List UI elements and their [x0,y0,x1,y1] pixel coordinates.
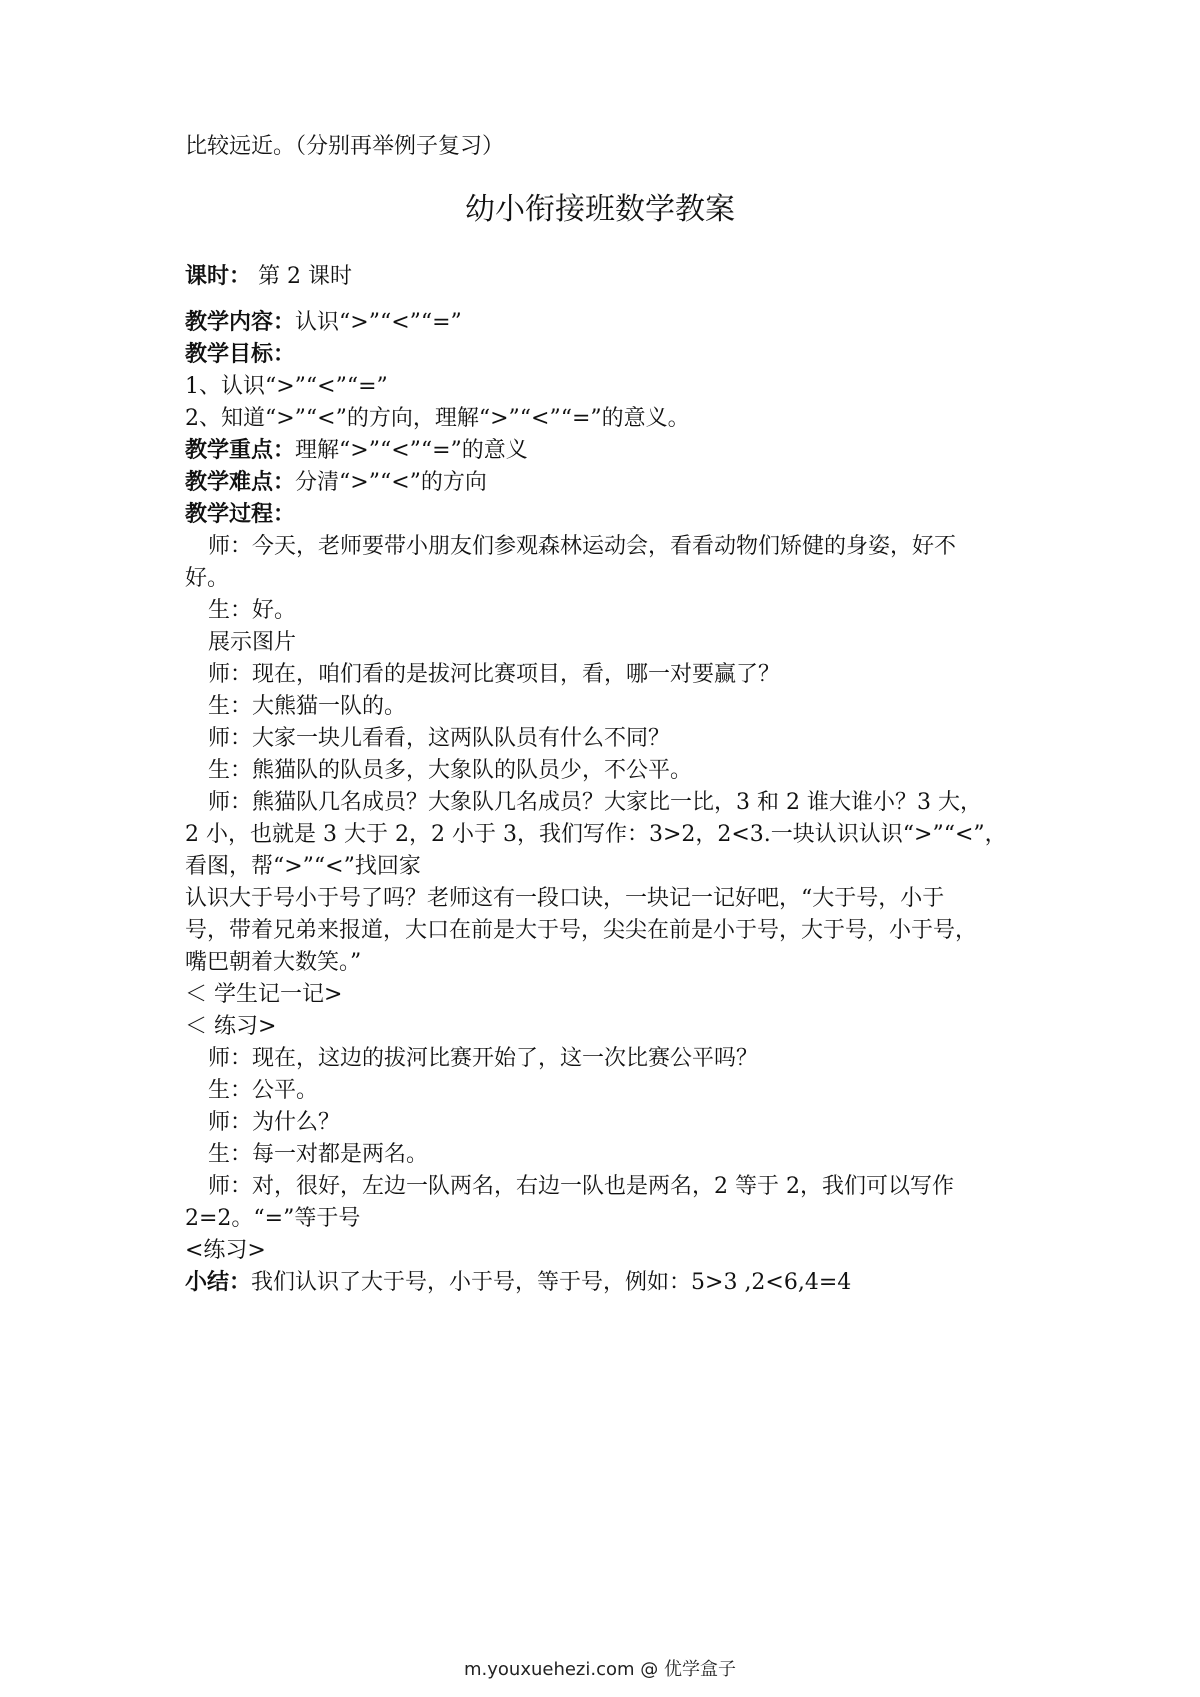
process-line: 师：对，很好，左边一队两名，右边一队也是两名，2 等于 2，我们可以写作 [208,1174,954,1199]
process-line: ＜ 练习> [185,1014,277,1039]
process-line: ＜ 学生记一记> [185,982,343,1007]
process-line: 师：大家一块儿看看，这两队队员有什么不同？ [208,726,671,751]
process-line: 展示图片 [208,630,297,655]
process-line: 师：熊猫队几名成员？大象队几名成员？大家比一比，3 和 2 谁大谁小？3 大， [208,790,982,815]
difficulty-value: 分清“>”“<”的方向 [295,470,487,495]
key-point [185,436,528,466]
process-line: 师：现在，这边的拔河比赛开始了，这一次比赛公平吗？ [208,1046,759,1071]
process-line: 生：大熊猫一队的。 [208,694,407,719]
process-line: 好。 [185,566,230,591]
process-line: 师：为什么？ [208,1110,341,1135]
process-line: 2=2。“=”等于号 [185,1206,361,1231]
process-line: 号，带着兄弟来报道，大口在前是大于号，尖尖在前是小于号，大于号，小于号， [185,918,978,943]
lesson-time-value: 第 2 课时 [258,264,352,289]
process-line: 生：熊猫队的队员多，大象队的队员少，不公平。 [208,758,693,783]
process-line: 嘴巴朝着大数笑。” [185,950,362,975]
footer-watermark: m.youxuehezi.com @ 优学盒子 [463,1659,736,1680]
process-line: 生：公平。 [208,1078,319,1103]
key-point-value: 理解“>”“<”“=”的意义 [295,438,528,463]
teaching-content-value: 认识“>”“<”“=” [295,310,462,335]
process-line: 师：现在，咱们看的是拔河比赛项目，看，哪一对要赢了？ [208,662,781,687]
summary-value: 我们认识了大于号，小于号，等于号，例如：5>3 ,2<6,4=4 [251,1270,852,1295]
process-line: <练习> [185,1238,266,1263]
intro-line: 比较远近。（分别再举例子复习） [185,134,505,159]
process-line: 认识大于号小于号了吗？老师这有一段口诀，一块记一记好吧，“大于号，小于 [185,886,945,911]
process-line: 看图，帮“>”“<”找回家 [185,854,421,879]
teaching-content-label: 教学内容： [185,310,296,335]
process-line: 生：每一对都是两名。 [208,1142,429,1167]
process-line: 生：好。 [208,598,297,623]
process-line: 师：今天，老师要带小朋友们参观森林运动会，看看动物们矫健的身姿，好不 [208,534,957,559]
lesson-time-label: 课时： [185,264,252,289]
difficulty-label: 教学难点： [185,470,296,495]
goal-item: 1、认识“>”“<”“=” [185,374,388,399]
process-label: 教学过程： [185,502,296,527]
summary [185,1268,851,1298]
difficulty [185,468,487,498]
teaching-content [185,308,462,338]
key-point-label: 教学重点： [185,438,296,463]
goal-item: 2、知道“>”“<”的方向，理解“>”“<”“=”的意义。 [185,406,690,431]
page-title: 幼小衔接班数学教案 [465,192,735,227]
summary-label: 小结： [185,1270,252,1295]
lesson-time [185,262,352,292]
process-line: 2 小，也就是 3 大于 2，2 小于 3，我们写作：3>2，2<3.一块认识认识“>”“<”， [185,822,1007,847]
teaching-goals-label: 教学目标： [185,342,296,367]
